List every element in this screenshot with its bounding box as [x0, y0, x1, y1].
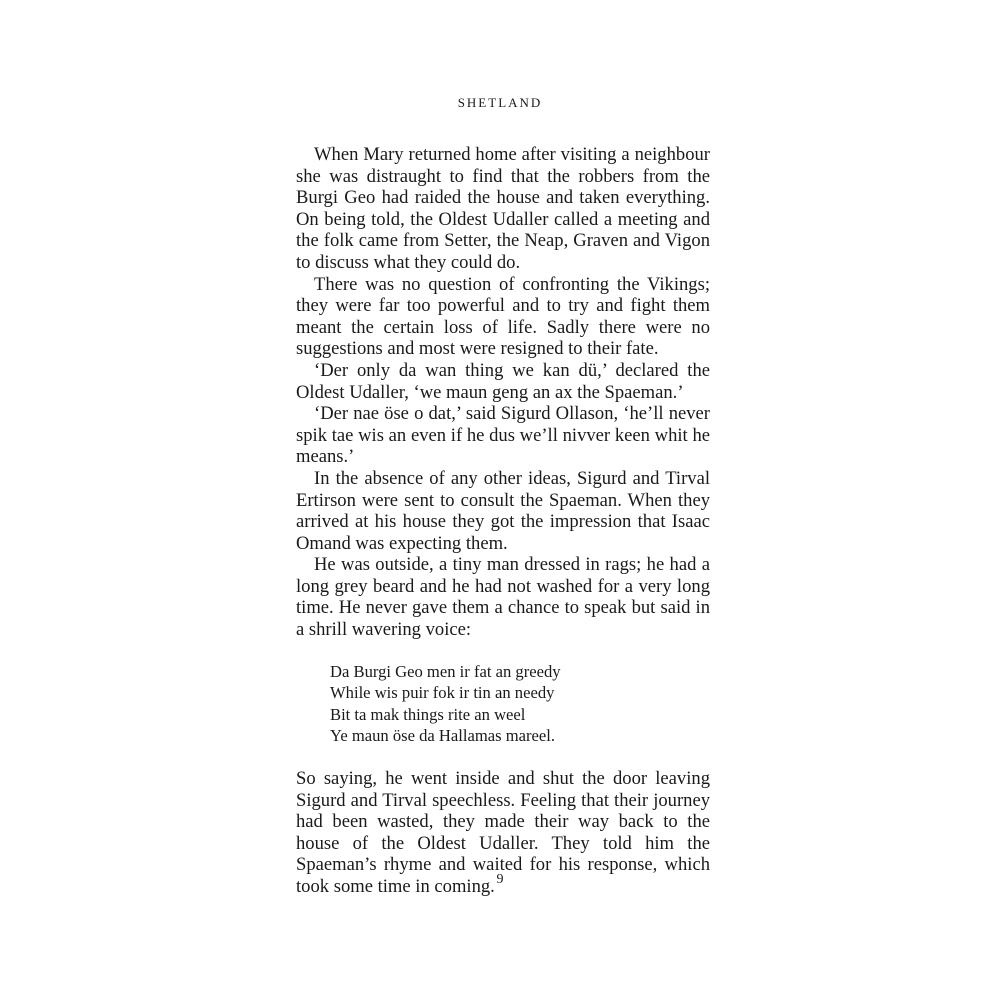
paragraph: In the absence of any other ideas, Sigurd and Tirval Ertirson were sent to consult the Spaeman. When they arrived at his house they got the impression that Isaac Omand was expecting them.: [296, 467, 710, 554]
page-number: 9: [496, 872, 504, 887]
verse-block: [296, 661, 710, 747]
paragraph: There was no question of confronting the Vikings; they were far too powerful and to try and fight them meant the certain loss of life. Sadly there were no suggestions and most were resigned to their fate.: [296, 273, 710, 360]
verse-line: Bit ta mak things rite an weel: [330, 704, 526, 724]
paragraph: When Mary returned home after visiting a neighbour she was distraught to find that the robbers from the Burgi Geo had raided the house and taken everything. On being told, the Oldest Udaller called a meeting and the folk came from Setter, the Neap, Graven and Vigon to discuss what they could do.: [296, 144, 710, 273]
running-head: SHETLAND: [457, 95, 543, 110]
body-text: [296, 144, 710, 898]
verse-line: While wis puir fok ir tin an needy: [330, 683, 555, 703]
paragraph: ‘Der only da wan thing we kan dü,’ declared the Oldest Udaller, ‘we maun geng an ax the Spaeman.’: [296, 359, 710, 403]
verse-line: Ye maun öse da Hallamas mareel.: [330, 726, 556, 746]
verse-line: Da Burgi Geo men ir fat an greedy: [330, 661, 561, 681]
paragraph-after-verse: So saying, he went inside and shut the door leaving Sigurd and Tirval speechless. Feeling that their journey had been wasted, they made their way back to the house of the Oldest Udaller. They told him the Spaeman’s rhyme and waited for his response, which took some time in coming.: [296, 768, 710, 897]
paragraph: He was outside, a tiny man dressed in rags; he had a long grey beard and he had not washed for a very long time. He never gave them a chance to speak but said in a shrill wavering voice:: [296, 554, 710, 641]
paragraph: ‘Der nae öse o dat,’ said Sigurd Ollason, ‘he’ll never spik tae wis an even if he dus we’ll nivver keen whit he means.’: [296, 403, 710, 468]
